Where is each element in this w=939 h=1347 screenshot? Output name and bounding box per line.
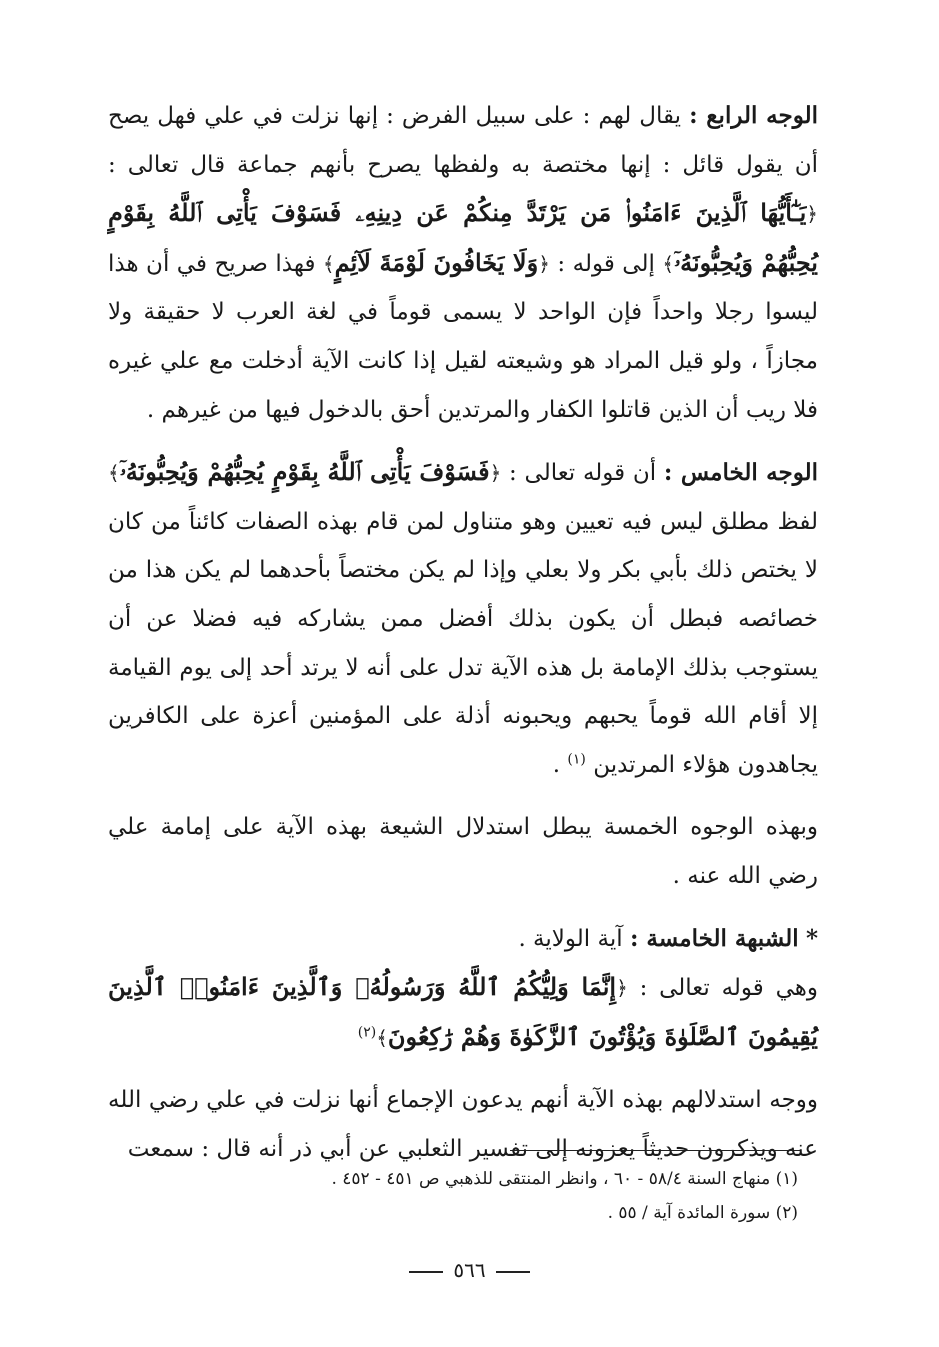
quran-bracket-close: ﴾ <box>322 251 335 276</box>
paragraph-text: وهي قوله تعالى : <box>627 975 818 1002</box>
quran-verse: فَسَوْفَ يَأْتِى ٱللَّهُ بِقَوْمٍ يُحِبُّهُمْ وَيُحِبُّونَهُۥٓ <box>119 457 490 487</box>
quran-verse: وَلَا يَخَافُونَ لَوْمَةَ لَآئِمٍ <box>334 247 539 277</box>
quran-bracket-close: ﴾ <box>376 1025 388 1050</box>
page-number-dash <box>409 1271 443 1273</box>
quran-verse: إِنَّمَا وَلِيُّكُمُ ٱللَّهُ وَرَسُولُهُۥ وَٱلَّذِينَ ءَامَنُوا۟ ٱلَّذِينَ يُقِيمُونَ ٱلصَّلَوٰةَ وَيُؤْتُونَ ٱلزَّكَوٰةَ وَهُمْ رَٰكِعُونَ <box>108 972 818 1051</box>
quran-bracket-close: ﴾ <box>662 251 675 276</box>
footnotes <box>108 1162 798 1230</box>
paragraph-heading: الوجه الرابع : <box>689 102 818 129</box>
paragraph-text: إلى قوله : <box>549 250 663 277</box>
footnote-reference[interactable]: (٢) <box>357 1024 377 1041</box>
page-number-dash <box>496 1271 530 1273</box>
quran-verse: يَـٰٓأَيُّهَا ٱلَّذِينَ ءَامَنُوا۟ مَن يَرْتَدَّ مِنكُمْ عَن دِينِهِۦ فَسَوْفَ يَأْتِى ٱللَّهُ بِقَوْمٍ يُحِبُّهُمْ وَيُحِبُّونَهُۥٓ <box>108 198 818 277</box>
paragraph-wilayah-verse <box>108 963 818 1062</box>
paragraph-text: لفظ مطلق ليس فيه تعيين وهو متناول لمن قام بهذه الصفات كائناً من كان لا يختص ذلك بأبي بكر ولا بعلي وإذا لم يكن مختصاً بأحدهما لم يكن هذا من خصائصه فبطل أن يكون بذلك أفضل ممن يشاركه فيه فضلا عن أن يستوجب بذلك الإمامة بل هذه الآية تدل على أنه لا يرتد أحد إلى يوم القيامة إلا أقام الله قوماً يحبهم ويحبونه أذلة على المؤمنين أعزة على الكافرين يجاهدون هؤلاء المرتدين <box>108 508 818 778</box>
section-heading: الشبهة الخامسة : <box>629 924 799 952</box>
paragraph-text: . <box>552 751 568 778</box>
paragraph-argument <box>108 1076 818 1173</box>
quran-bracket-open: ﴿ <box>489 461 502 486</box>
paragraph-text: وبهذه الوجوه الخمسة يبطل استدلال الشيعة بهذه الآية على إمامة علي رضي الله عنه . <box>108 814 818 889</box>
paragraph-text: فهذا صريح في أن هذا ليسوا رجلا واحداً فإن الواحد لا يسمى قوماً في لغة العرب لا حقيقة ولا مجازاً ، ولو قيل المراد هو وشيعته لقيل إذا كانت الآية أدخلت مع علي غيره فلا ريب أن الذين قاتلوا الكفار والمرتدين أحق بالدخول فيها من غيرهم . <box>108 250 818 423</box>
footnote-separator <box>510 1150 800 1151</box>
paragraph-text: أن قوله تعالى : <box>501 460 664 487</box>
page-number <box>0 1258 939 1282</box>
paragraph-text: ووجه استدلالهم بهذه الآية أنهم يدعون الإجماع أنها نزلت في علي رضي الله عنه ويذكرون حديثاً يعزونه إلى تفسير الثعلبي عن أبي ذر أنه قال : سمعت <box>108 1087 818 1162</box>
quran-bracket-open: ﴿ <box>538 251 550 276</box>
quran-bracket-open: ﴿ <box>806 202 818 227</box>
page-number-value: ٥٦٦ <box>453 1258 486 1282</box>
footnote-1: (١) منهاج السنة ٥٨/٤ - ٦٠ ، وانظر المنتقى للذهبي ص ٤٥١ - ٤٥٢ . <box>331 1169 798 1189</box>
section-heading-fifth-doubt <box>108 915 818 964</box>
paragraph-text: يقال لهم : على سبيل الفرض : إنها نزلت في علي فهل يصح أن يقول قائل : إنها مختصة به ولفظها يصرح بأنهم جماعة قال تعالى : <box>108 103 818 178</box>
paragraph-heading: الوجه الخامس : <box>663 459 819 487</box>
document-body <box>108 92 818 1173</box>
section-subtitle: آية الولاية . <box>518 925 630 952</box>
quran-bracket-close: ﴾ <box>108 461 120 486</box>
footnote-reference[interactable]: (١) <box>567 751 586 768</box>
asterisk-marker: * <box>805 924 818 952</box>
paragraph-conclusion <box>108 803 818 900</box>
quran-bracket-open: ﴿ <box>616 976 628 1001</box>
paragraph-fifth-aspect <box>108 448 818 789</box>
paragraph-fourth-aspect <box>108 92 818 434</box>
footnote-2: (٢) سورة المائدة آية / ٥٥ . <box>607 1203 798 1223</box>
